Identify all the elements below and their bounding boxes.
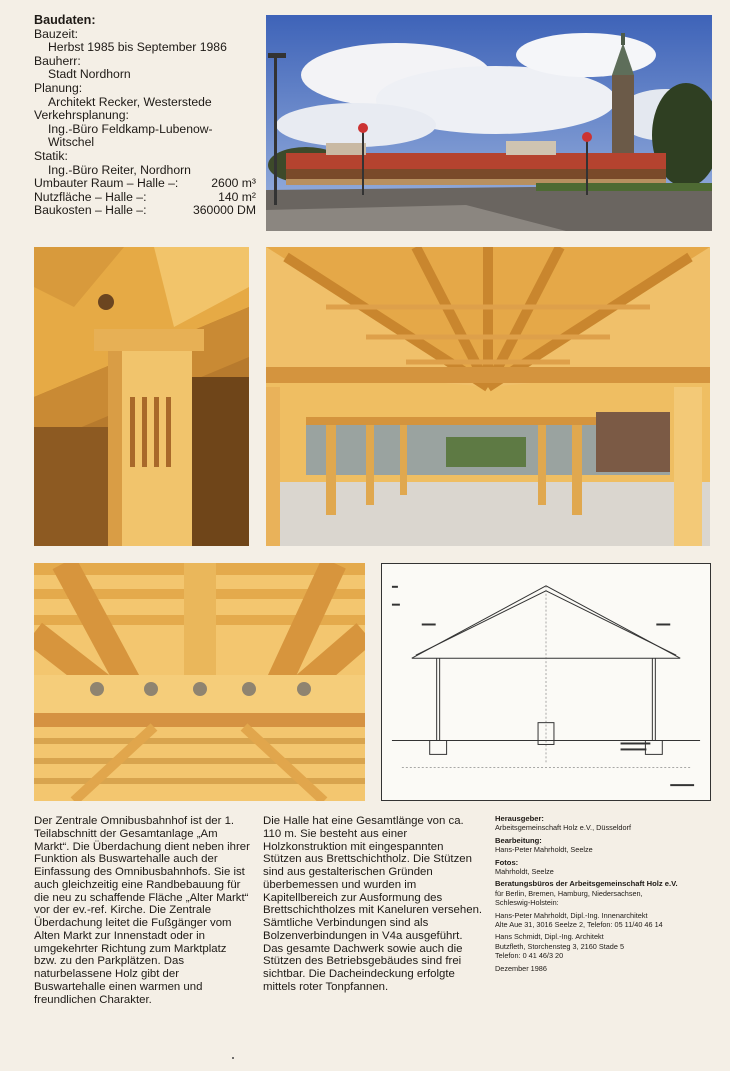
baukosten-value: 360000 DM bbox=[192, 203, 256, 218]
person2-line-3: Telefon: 0 41 46/3 20 bbox=[495, 951, 564, 961]
photo-street-view bbox=[266, 15, 712, 231]
photo-hall-interior bbox=[266, 247, 710, 546]
section-drawing bbox=[381, 563, 711, 801]
beratung-label: Beratungsbüros der Arbeitsgemeinschaft Holz e.V. bbox=[495, 879, 678, 889]
bauherr-value: Stadt Nordhorn bbox=[48, 67, 131, 82]
nutzflaeche-label: Nutzfläche – Halle –: bbox=[34, 189, 147, 204]
date: Dezember 1986 bbox=[495, 963, 547, 973]
bauzeit-value: Herbst 1985 bis September 1986 bbox=[48, 40, 227, 55]
bearbeitung-value: Hans-Peter Mahrholdt, Seelze bbox=[495, 845, 593, 855]
beratung-line-2: Schleswig-Holstein: bbox=[495, 898, 559, 908]
baudaten-block bbox=[34, 14, 256, 218]
bauzeit-label: Bauzeit: bbox=[34, 26, 79, 41]
page-dot bbox=[232, 1057, 234, 1059]
fotos-label: Fotos: bbox=[495, 857, 519, 867]
text-column-1: Der Zentrale Omnibusbahnhof ist der 1. Teilabschnitt der Gesamtanlage „Am Markt“. Die Überdachung dient neben ihrer Funktion als Buswartehalle auch der Einfassung des Omnibusbahnhofs. Sie ist auch gleichzeitig eine Randbebauung für die neu zu schaffende Fläche „Alter Markt“ vor der ev.-ref. Kirche. Die Zentrale Überdachung leitet die Fußgänger vom Alten Markt zur Innenstadt oder in umgekehrter Richtung zum Marktplatz bzw. zu den Parkplätzen. Das naturbelassene Holz gibt der Buswartehalle einen warmen und freundlichen Charakter. bbox=[34, 815, 250, 1006]
planung-value: Architekt Recker, Westerstede bbox=[48, 94, 212, 109]
bearbeitung-label: Bearbeitung: bbox=[495, 835, 542, 845]
text-column-2: Die Halle hat eine Gesamtlänge von ca. 110 m. Sie besteht aus einer Holzkonstruktion mit eingespannten Stützen aus Brettschichtholz. Die Stützen sind aus gestalterischen Gründen überbemessen und wurden im Kapitellbereich zur Ausformung des Brettschichtholzes mit Kaneluren versehen. Sämtliche Verbindungen sind als Bolzenverbindungen in V4a ausgeführt. Das gesamte Dachwerk sowie auch die Stützen des Betriebsgebäudes sind frei sichtbar. Die Dacheindeckung erfolgte mittels roter Tonpfannen. bbox=[263, 815, 483, 993]
photo-roof-detail bbox=[34, 563, 365, 801]
person2-line-1: Hans Schmidt, Dipl.-Ing. Architekt bbox=[495, 932, 604, 942]
nutzflaeche-row bbox=[34, 191, 256, 205]
herausgeber-value: Arbeitsgemeinschaft Holz e.V., Düsseldorf bbox=[495, 823, 632, 833]
planung-label: Planung: bbox=[34, 80, 83, 95]
umbauter-raum-row bbox=[34, 177, 256, 191]
section-drawing-lines bbox=[382, 564, 710, 800]
photo-column-detail bbox=[34, 247, 249, 546]
person2-line-2: Butzfleth, Storchensteg 3, 2160 Stade 5 bbox=[495, 941, 624, 951]
baukosten-label: Baukosten – Halle –: bbox=[34, 203, 147, 218]
baukosten-row bbox=[34, 204, 256, 218]
beratung-line-1: für Berlin, Bremen, Hamburg, Niedersachsen, bbox=[495, 888, 643, 898]
verkehrsplanung-value-1: Ing.-Büro Feldkamp-Lubenow- bbox=[48, 121, 213, 136]
person1-line-2: Alte Aue 31, 3016 Seelze 2, Telefon: 05 11/40 46 14 bbox=[495, 920, 663, 930]
bauherr-label: Bauherr: bbox=[34, 53, 81, 68]
baudaten-title: Baudaten: bbox=[34, 13, 96, 27]
umbauter-raum-label: Umbauter Raum – Halle –: bbox=[34, 176, 179, 191]
verkehrsplanung-label: Verkehrsplanung: bbox=[34, 108, 129, 123]
fotos-value: Mahrholdt, Seelze bbox=[495, 867, 554, 877]
herausgeber-label: Herausgeber: bbox=[495, 814, 544, 823]
verkehrsplanung-value-2: Witschel bbox=[48, 135, 95, 150]
nutzflaeche-value: 140 m² bbox=[218, 189, 256, 204]
umbauter-raum-value: 2600 m³ bbox=[211, 176, 256, 191]
person1-line-1: Hans-Peter Mahrholdt, Dipl.-Ing. Innenarchitekt bbox=[495, 910, 648, 920]
statik-value: Ing.-Büro Reiter, Nordhorn bbox=[48, 162, 191, 177]
statik-label: Statik: bbox=[34, 148, 68, 163]
credits-column bbox=[495, 814, 707, 973]
